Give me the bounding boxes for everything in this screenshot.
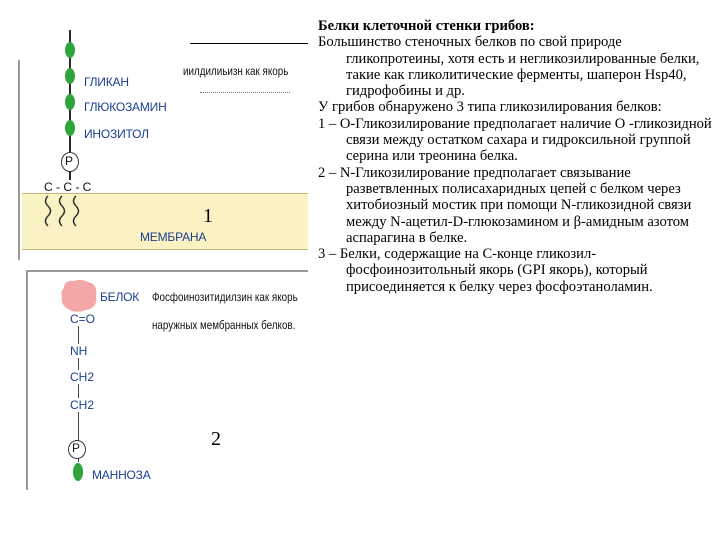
bead-1 <box>65 42 75 58</box>
nh-label: NH <box>70 344 88 358</box>
text-panel <box>318 18 713 295</box>
paragraph-2: У грибов обнаружено 3 типа гликозилирования белков: <box>318 99 662 116</box>
list-item-2: 2 – N-Гликозилирование предполагает связывание разветвленных полисахаридных цепей с белком через хитобиозный мостик при помощи N-гликозидной связи между N-ацетил-D-глюкозамином и β-амидным азотом аспарагина в белке. <box>318 164 692 246</box>
bead-4 <box>65 120 75 136</box>
bead-3 <box>65 94 75 110</box>
ch2-label-1: CH2 <box>70 370 95 384</box>
caption-rule <box>190 43 308 44</box>
text-title: Белки клеточной стенки грибов: <box>318 18 535 34</box>
diagram-1-number: 1 <box>203 205 213 227</box>
co-label: C=O <box>70 312 96 326</box>
glucosamine-label: ГЛЮКОЗАМИН <box>84 100 167 114</box>
caption-scribble <box>200 92 290 94</box>
frame-left-line <box>18 60 20 260</box>
lipid-tails <box>40 194 86 232</box>
ccc-label: C - C - C <box>44 180 92 194</box>
frame-top-line <box>26 270 308 272</box>
list-item-1: 1 – О-Гликозилирование предполагает наличие О -гликозидной связи между остатком сахара и гидроксильной группой серина или треонина белка. <box>318 115 712 165</box>
diagram-2-caption-line1: Фосфоинозитидилзин как якорь <box>152 290 298 304</box>
bead-2 <box>65 68 75 84</box>
diagram-2-caption-line2: наружных мембранных белков. <box>152 318 296 332</box>
diagram-1 <box>0 0 318 268</box>
ch2-label-2: CH2 <box>70 398 95 412</box>
paragraph-1: Большинство стеночных белков по свой природе гликопротеины, хотя есть и негликозилированные белки, такие как гликолитические ферменты, шаперон Hsp40, гидрофобины и др. <box>318 34 700 100</box>
diagram-2-number: 2 <box>211 428 221 450</box>
mannose-label: МАННОЗА <box>92 468 151 482</box>
list-item-3: 3 – Белки, содержащие на С-конце гликозил-фосфоинозитольный якорь (GPI якорь), который присоединяется к белку через фосфоэтаноламин. <box>318 246 653 295</box>
diagram-1-caption: иилдилиьизн как якорь <box>183 64 289 78</box>
mannose-bead <box>70 460 86 484</box>
glycan-label: ГЛИКАН <box>84 75 129 89</box>
inositol-label: ИНОЗИТОЛ <box>84 127 149 141</box>
phosphate-label: P <box>65 154 73 168</box>
membrane-label: МЕМБРАНА <box>140 230 207 244</box>
frame-left-line-2 <box>26 270 28 490</box>
diagram-2 <box>0 268 318 540</box>
phosphate-label-2: P <box>72 441 80 455</box>
glycan-beads <box>58 40 82 150</box>
protein-label: БЕЛОК <box>100 290 140 304</box>
protein-blob <box>58 278 100 314</box>
